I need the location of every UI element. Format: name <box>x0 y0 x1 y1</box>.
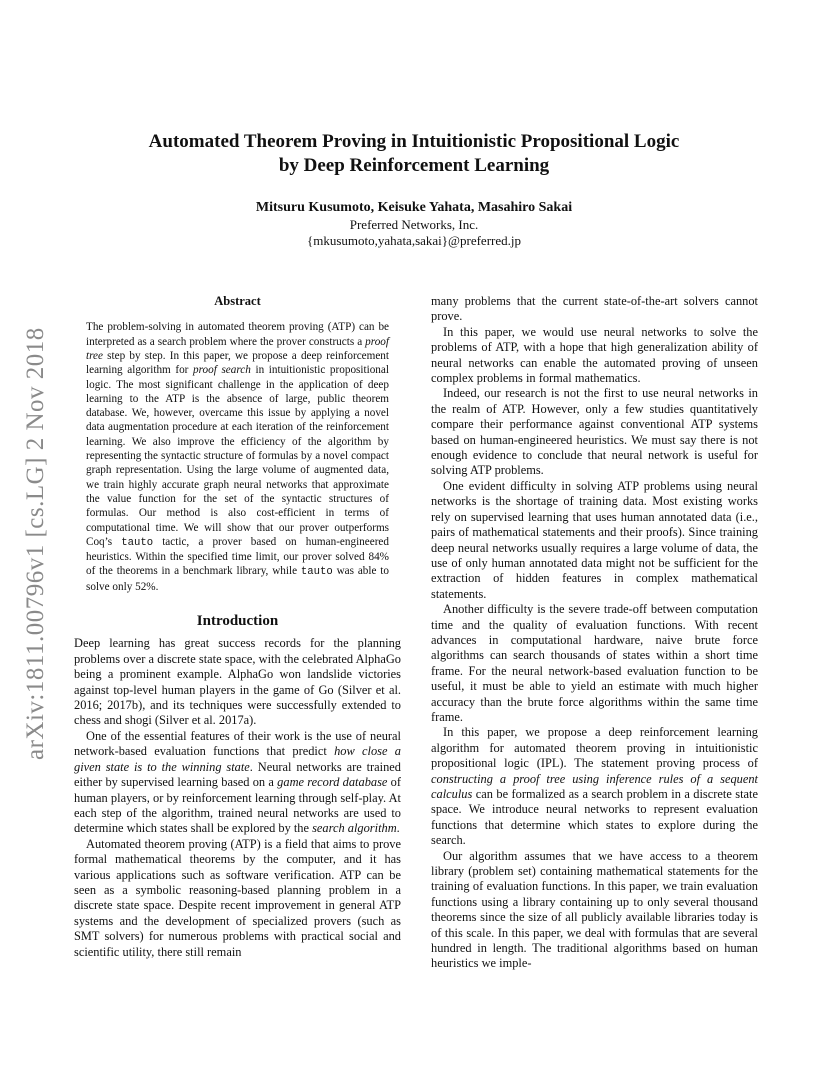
email: {mkusumoto,yahata,sakai}@preferred.jp <box>307 233 521 248</box>
left-column <box>74 294 401 960</box>
arxiv-identifier: arXiv:1811.00796v1 [cs.LG] 2 Nov 2018 <box>22 327 49 760</box>
emphasis: how close a given state is to the winning state <box>74 744 401 774</box>
abstract-span: tactic, a prover based on human-engineered heuristics. Within the specified time limit, our prover solved 84% of the theorems in a benchmark library, while <box>86 535 389 578</box>
abstract-text <box>74 320 401 594</box>
code-text: tauto <box>121 536 154 549</box>
paragraph <box>74 729 401 837</box>
paragraph: One evident difficulty in solving ATP problems using neural networks is the shortage of training data. Most existing works rely on supervised learning that uses human annotated data (i.e., pairs of mathematical statements and their proofs). Since training deep neural networks usually requires a large volume of data, the use of only human annotated data might not be sufficient for the extraction of hidden features in complex mathematical statements. <box>431 478 758 601</box>
paragraph <box>431 725 758 848</box>
text-span: In this paper, we propose a deep reinforcement learning algorithm for automated theorem proving in intuitionistic propositional logic (IPL). The statement proving process of <box>431 725 758 771</box>
title-block <box>70 130 758 249</box>
paragraph: Automated theorem proving (ATP) is a field that aims to prove formal mathematical theorems by the computer, and it has various applications such as software verification. ATP can be seen as a symbolic reasoning-based planning problem in a discrete state space. Despite recent improvement in general ATP systems and the development of specialized provers (such as SMT solvers) for numerous problems with practical social and scientific utility, there still remain <box>74 836 401 959</box>
abstract-span: The problem-solving in automated theorem proving (ATP) can be interpreted as a search problem where the prover constructs a <box>86 321 389 348</box>
abstract-heading: Abstract <box>214 294 261 308</box>
abstract-span: in intuitionistic propositional logic. The most significant challenge in the application of deep learning to the ATP is the absence of large, public theorem database. We, however, overcame this issue by applying a novel data augmentation procedure at each iteration of the reinforcement learning. We also improve the efficiency of the algorithm by representing the syntactic structure of formulas by a novel compact graph representation. Using the large volume of augmented data, we train highly accurate graph neural networks that approximate the value function for the set of the syntactic structures of formulas. Our method is also cost-efficient in terms of computational time. We will show that our prover outperforms Coq’s <box>86 364 389 548</box>
text-span: . Neural networks are trained either by supervised learning based on a <box>74 759 401 790</box>
authors: Mitsuru Kusumoto, Keisuke Yahata, Masahiro Sakai <box>255 200 573 215</box>
abstract-emphasis: proof search <box>193 364 251 377</box>
affiliation: Preferred Networks, Inc. <box>349 217 479 232</box>
section-heading-introduction: Introduction <box>196 613 279 630</box>
text-span: . <box>396 821 400 836</box>
right-column <box>431 294 758 972</box>
title-line: by Deep Reinforcement Learning <box>278 155 550 176</box>
emphasis: search algorithm <box>312 821 397 836</box>
paragraph: Another difficulty is the severe trade-off between computation time and the quality of evaluation functions. With recent advances in computational hardware, naive brute force algorithms can search thousands of states within a short time frame. For the neural network-based evaluation function to be useful, it must be able to yield an estimate with much higher accuracy than the brute force algorithms within the same time frame. <box>431 602 758 724</box>
emphasis: game record database <box>277 775 388 790</box>
abstract-span: was able to solve only 52%. <box>86 565 390 593</box>
text-span: can be formalized as a search problem in a discrete state space. We introduce neural networks to represent evaluation functions that determine which states to explore during the search. <box>431 787 758 848</box>
paragraph: Indeed, our research is not the first to use neural networks in the realm of ATP. However, only a few studies quantitatively compare their performance against conventional ATP systems based on human-engineered heuristics. We must say there is not enough evidence to conclude that neural network is useful for solving ATP problems. <box>431 386 758 478</box>
paper-title <box>70 130 758 178</box>
text-span: One of the essential features of their work is the use of neural network-based evaluation functions that predict <box>74 728 401 759</box>
text-span: of human players, or by reinforcement learning through self-play. At each step of the algorithm, trained neural networks are used to determine which states shall be explored by the <box>74 775 401 836</box>
code-text: tauto <box>300 566 333 579</box>
abstract-span: step by step. In this paper, we propose a deep reinforcement learning algorithm for <box>86 350 389 377</box>
emphasis: constructing a proof tree using inference rules of a sequent calculus <box>431 771 758 801</box>
abstract-emphasis: proof tree <box>86 335 389 362</box>
paragraph: Deep learning has great success records for the planning problems over a discrete state space, with the celebrated AlphaGo being a prominent example. AlphaGo won landslide victories against top-level human players in the game of Go (Silver et al. 2016; 2017b), and its techniques were successfully extended to chess and shogi (Silver et al. 2017a). <box>74 636 401 728</box>
paragraph: many problems that the current state-of-the-art solvers cannot prove. <box>431 294 758 324</box>
paragraph: Our algorithm assumes that we have access to a theorem library (problem set) containing mathematical statements for the training of evaluation functions. In this paper, we train evaluation functions using a library containing up to only several thousand theorems since the size of all publicly available libraries today is of this scale. In this paper, we deal with formulas that are several hundred in length. The traditional algorithms based on human heuristics we imple- <box>431 848 758 971</box>
paragraph: In this paper, we would use neural networks to solve the problems of ATP, with a hope that high generalization ability of neural networks can enable the automated proving of unseen complex problems in formal mathematics. <box>431 324 758 386</box>
title-line: Automated Theorem Proving in Intuitionistic Propositional Logic <box>148 131 680 152</box>
